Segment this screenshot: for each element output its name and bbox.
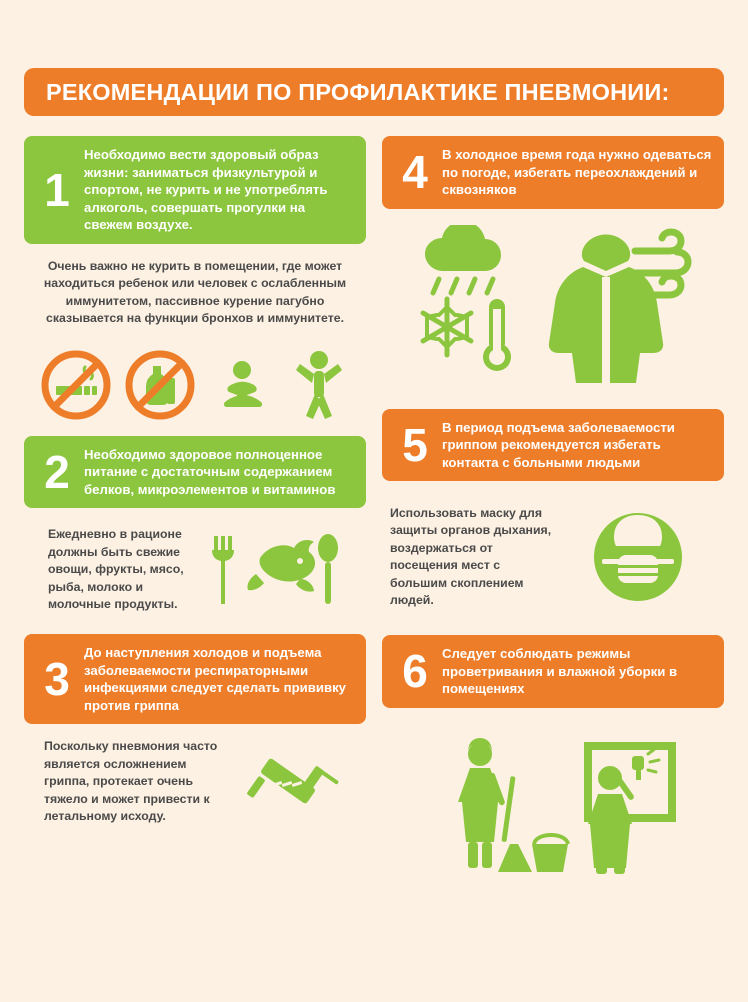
item-6-header xyxy=(382,635,724,708)
face-mask-person-icon xyxy=(578,497,698,617)
item-2-head-text: Необходимо здоровое полноценное питание с достаточным содержанием белков, микроэлементов и витаминов xyxy=(84,446,336,497)
item-5-body-text: Использовать маску для защиты органов дыхания, воздержаться от посещения мест с большим скоплением людей. xyxy=(390,505,552,607)
raincoat-icon xyxy=(549,234,663,383)
bucket-icon xyxy=(532,835,568,872)
item-1-head-text: Необходимо вести здоровый образ жизни: заниматься физкультурой и спортом, не курить и не употреблять алкоголь, совершать прогулки на свежем воздухе. xyxy=(84,147,328,232)
item-2-number: 2 xyxy=(44,445,70,498)
snowflake-icon xyxy=(423,299,471,355)
rain-cloud-icon xyxy=(425,225,501,293)
spoon-icon xyxy=(318,534,338,604)
item-5-icons xyxy=(552,497,724,617)
syringe-icon xyxy=(240,742,350,822)
item-1-body-text: Очень важно не курить в помещении, где может находиться ребенок или человек с ослабленным иммунитетом, пассивное курение пагубно сказывается на функции бронхов и иммунитете. xyxy=(43,258,347,325)
item-1 xyxy=(24,136,366,422)
exercise-person-icon xyxy=(207,348,277,422)
content-columns xyxy=(24,136,724,896)
item-2 xyxy=(24,436,366,619)
item-5 xyxy=(382,409,724,618)
thermometer-icon xyxy=(483,299,511,371)
item-6-number: 6 xyxy=(402,645,428,698)
broom-icon xyxy=(498,776,532,872)
food-plate-icon xyxy=(247,540,315,592)
no-smoking-icon xyxy=(39,348,113,422)
no-alcohol-icon xyxy=(123,348,197,422)
item-3-icons xyxy=(224,742,366,822)
item-5-head-text: В период подъема заболеваемости гриппом рекомендуется избегать контакта с больными людьми xyxy=(442,419,675,470)
cleaning-woman-icon xyxy=(458,738,506,868)
happy-person-icon xyxy=(287,344,351,422)
window-cleaning-man-icon xyxy=(588,746,672,874)
item-1-number: 1 xyxy=(44,163,70,216)
fork-icon xyxy=(212,536,234,604)
page-header xyxy=(24,68,724,116)
item-6 xyxy=(382,635,724,882)
left-column xyxy=(24,136,366,896)
item-2-header xyxy=(24,436,366,509)
item-4 xyxy=(382,136,724,395)
item-3-number: 3 xyxy=(44,653,70,705)
item-3 xyxy=(24,634,366,826)
item-4-head-text: В холодное время года нужно одеваться по погоде, избегать переохлаждений и сквозняков xyxy=(442,147,712,197)
item-3-head-text: До наступления холодов и подъема заболеваемости респираторными инфекциями следует сделать прививку против гриппа xyxy=(84,645,347,713)
item-5-number: 5 xyxy=(402,418,428,471)
item-4-number: 4 xyxy=(402,146,428,199)
item-4-header xyxy=(382,136,724,209)
item-6-icons xyxy=(382,732,724,882)
item-1-header xyxy=(24,136,366,244)
item-3-header xyxy=(24,634,366,724)
item-4-icons xyxy=(382,225,724,395)
item-6-head-text: Следует соблюдать режимы проветривания и влажной уборки в помещениях xyxy=(442,646,678,696)
infographic-page xyxy=(0,68,748,1002)
page-title: РЕКОМЕНДАЦИИ ПО ПРОФИЛАКТИКЕ ПНЕВМОНИИ: xyxy=(46,78,670,105)
item-2-icons xyxy=(184,522,366,618)
item-2-body-text: Ежедневно в рационе должны быть свежие овощи, фрукты, мясо, рыба, молоко и молочные продукты. xyxy=(48,527,184,612)
item-5-header xyxy=(382,409,724,482)
right-column xyxy=(382,136,724,896)
item-1-icons xyxy=(24,344,366,422)
item-3-body-text: Поскольку пневмония часто является осложнением гриппа, протекает очень тяжело и может привести к летальному исходу. xyxy=(44,739,218,823)
